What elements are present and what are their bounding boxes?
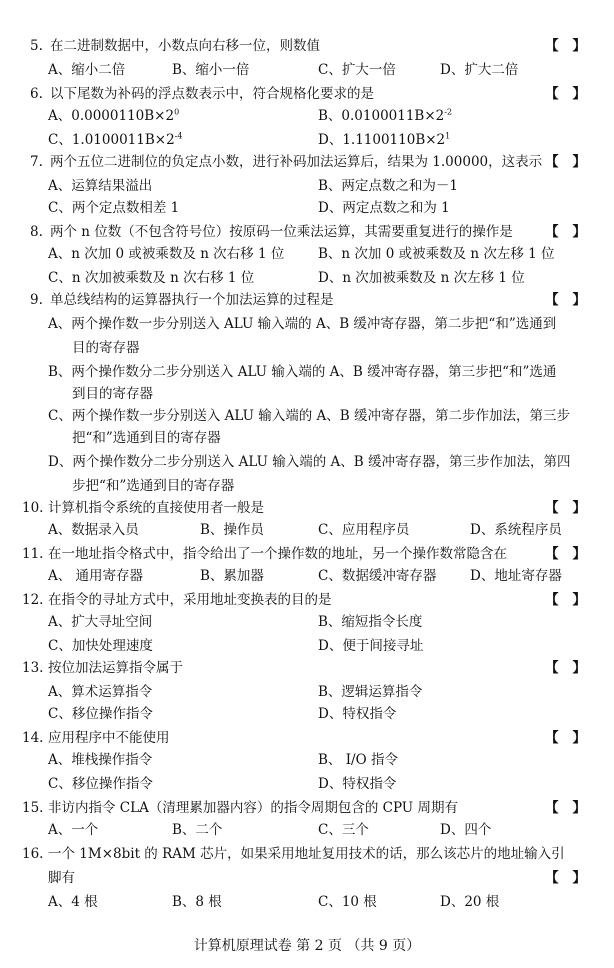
option-b: B、累加器 [200,568,264,584]
option-d: D、n 次加被乘数及 n 次左移 1 位 [318,270,525,286]
option-c: C、n 次加被乘数及 n 次右移 1 位 [48,270,255,286]
question-9-option-b-cont [0,382,614,406]
option-a: A、堆栈操作指令 [48,752,153,768]
answer-bracket: 【】 [545,546,600,562]
question-12-options-ab [0,610,614,634]
question-number: 9. [30,292,43,308]
answer-bracket: 【】 [545,38,600,54]
option-d: D、两定点数之和为 1 [318,200,450,216]
question-text: 应用程序中不能使用 [48,730,170,746]
question-text: 计算机指令系统的直接使用者一般是 [48,500,264,516]
question-8-stem [0,220,614,244]
question-7-options-ab [0,174,614,198]
option-c: C、扩大一倍 [318,62,396,78]
question-15-options [0,818,614,842]
answer-bracket: 【】 [545,500,600,516]
question-text: 在二进制数据中，小数点向右移一位，则数值 [50,38,320,54]
option-a-line1: A、两个操作数一步分别送入 ALU 输入端的 A、B 缓冲寄存器，第二步把“和”选通到 [48,316,557,332]
option-b: B、8 根 [172,894,222,910]
question-16-stem [0,842,614,866]
option-b: B、n 次加 0 或被乘数及 n 次左移 1 位 [318,246,555,262]
question-text-line1: 一个 1M×8bit 的 RAM 芯片，如果采用地址复用技术的话，那么该芯片的地址输入引 [48,846,565,862]
question-number: 11. [22,546,44,562]
option-c-line1: C、两个操作数一步分别送入 ALU 输入端的 A、B 缓冲寄存器，第二步作加法，第三步 [48,408,571,424]
option-b-line1: B、两个操作数分二步分别送入 ALU 输入端的 A、B 缓冲寄存器，第三步把“和”选通 [48,364,557,380]
option-b: B、两定点数之和为－1 [318,178,459,194]
answer-bracket: 【】 [545,154,600,170]
option-d: D、20 根 [440,894,500,910]
question-10-stem [0,496,614,520]
option-d: D、便于间接寻址 [318,638,424,654]
question-6-options-ab [0,104,614,128]
option-a: A、n 次加 0 或被乘数及 n 次右移 1 位 [48,246,285,262]
option-a: A、一个 [48,822,99,838]
option-a: A、4 根 [48,894,98,910]
question-9-option-c [0,404,614,428]
question-text: 两个 n 位数（不包含符号位）按原码一位乘法运算，其需要重复进行的操作是 [50,224,513,240]
question-11-options [0,564,614,588]
answer-bracket: 【】 [545,292,600,308]
question-13-options-ab [0,680,614,704]
option-c-line2: 把“和”选通到目的寄存器 [72,430,221,446]
option-c: C、加快处理速度 [48,638,153,654]
question-12-stem [0,588,614,612]
option-d: D、$1.1100110B\times 2^1$ [318,131,451,148]
question-8-options-ab [0,242,614,266]
option-d: D、四个 [440,822,492,838]
option-a-line2: 目的寄存器 [72,340,140,356]
question-text: 在指令的寻址方式中，采用地址变换表的目的是 [48,592,332,608]
option-d: D、特权指令 [318,706,397,722]
answer-bracket: 【】 [545,86,600,102]
option-b: B、逻辑运算指令 [318,684,423,700]
option-b: B、二个 [172,822,223,838]
option-b: B、缩短指令长度 [318,614,423,630]
question-number: 5. [30,38,43,54]
question-9-option-c-cont [0,426,614,450]
question-13-stem [0,656,614,680]
question-text: 两个五位二进制位的负定点小数，进行补码加法运算后，结果为 1.00000，这表示 [50,154,543,170]
question-9-option-a [0,312,614,336]
option-c: C、两个定点数相差 1 [48,200,180,216]
option-c: C、三个 [318,822,369,838]
question-14-options-ab [0,748,614,772]
question-text: 按位加法运算指令属于 [48,660,183,676]
question-14-options-cd [0,772,614,796]
question-7-stem [0,150,614,174]
option-a: A、$0.0000110B\times 2^0$ [48,107,180,124]
option-a: A、运算结果溢出 [48,178,153,194]
question-number: 8. [30,224,43,240]
option-b: B、 I/O 指令 [318,752,398,768]
option-a: A、算术运算指令 [48,684,153,700]
option-c: C、10 根 [318,894,377,910]
question-number: 7. [30,154,43,170]
question-16-stem-cont [0,866,614,890]
question-5-options [0,58,614,82]
option-d-line1: D、两个操作数分二步分别送入 ALU 输入端的 A、B 缓冲寄存器，第三步作加法，第四 [48,454,571,470]
question-number: 6. [30,86,43,102]
question-7-options-cd [0,196,614,220]
question-number: 10. [22,500,44,516]
option-b: B、$0.0100011B\times 2^{-2}$ [318,107,453,124]
answer-bracket: 【】 [545,592,600,608]
question-number: 13. [22,660,44,676]
question-9-option-b [0,360,614,384]
option-c: C、数据缓冲寄存器 [318,568,437,584]
question-9-option-d-cont [0,474,614,498]
option-d: D、系统程序员 [470,522,562,538]
answer-bracket: 【】 [545,660,600,676]
question-9-stem [0,288,614,312]
option-a: A、 通用寄存器 [48,568,144,584]
option-d-line2: 步把“和”选通到目的寄存器 [72,478,235,494]
question-number: 15. [22,800,44,816]
option-d: D、扩大二倍 [440,62,519,78]
answer-bracket: 【】 [545,730,600,746]
question-13-options-cd [0,702,614,726]
question-9-option-d [0,450,614,474]
option-b-line2: 到目的寄存器 [72,386,153,402]
question-text: 以下尾数为补码的浮点数表示中，符合规格化要求的是 [50,86,374,102]
question-11-stem [0,542,614,566]
question-text-line2: 脚有 [48,870,75,886]
option-c: C、应用程序员 [318,522,410,538]
option-d: D、地址寄存器 [470,568,562,584]
question-text: 非访内指令 CLA（清理累加器内容）的指令周期包含的 CPU 周期有 [48,800,458,816]
question-text: 在一地址指令格式中，指令给出了一个操作数的地址，另一个操作数常隐含在 [48,546,507,562]
option-b: B、操作员 [200,522,264,538]
question-10-options [0,518,614,542]
question-16-options [0,890,614,914]
option-c: C、$1.0100011B\times 2^{-4}$ [48,131,183,148]
option-c: C、移位操作指令 [48,776,153,792]
answer-bracket: 【】 [545,870,600,886]
answer-bracket: 【】 [545,224,600,240]
question-9-option-a-cont [0,336,614,360]
option-d: D、特权指令 [318,776,397,792]
option-c: C、移位操作指令 [48,706,153,722]
answer-bracket: 【】 [545,800,600,816]
question-number: 16. [22,846,44,862]
question-5-stem [0,34,614,58]
question-6-stem [0,82,614,106]
option-b: B、缩小一倍 [172,62,250,78]
question-text: 单总线结构的运算器执行一个加法运算的过程是 [50,292,334,308]
question-number: 14. [22,730,44,746]
page-footer: 计算机原理试卷 第 2 页 （共 9 页） [193,938,421,954]
option-a: A、缩小二倍 [48,62,126,78]
question-14-stem [0,726,614,750]
question-12-options-cd [0,634,614,658]
question-6-options-cd [0,128,614,152]
option-a: A、扩大寻址空间 [48,614,153,630]
question-8-options-cd [0,266,614,290]
question-15-stem [0,796,614,820]
option-a: A、数据录入员 [48,522,139,538]
question-number: 12. [22,592,44,608]
